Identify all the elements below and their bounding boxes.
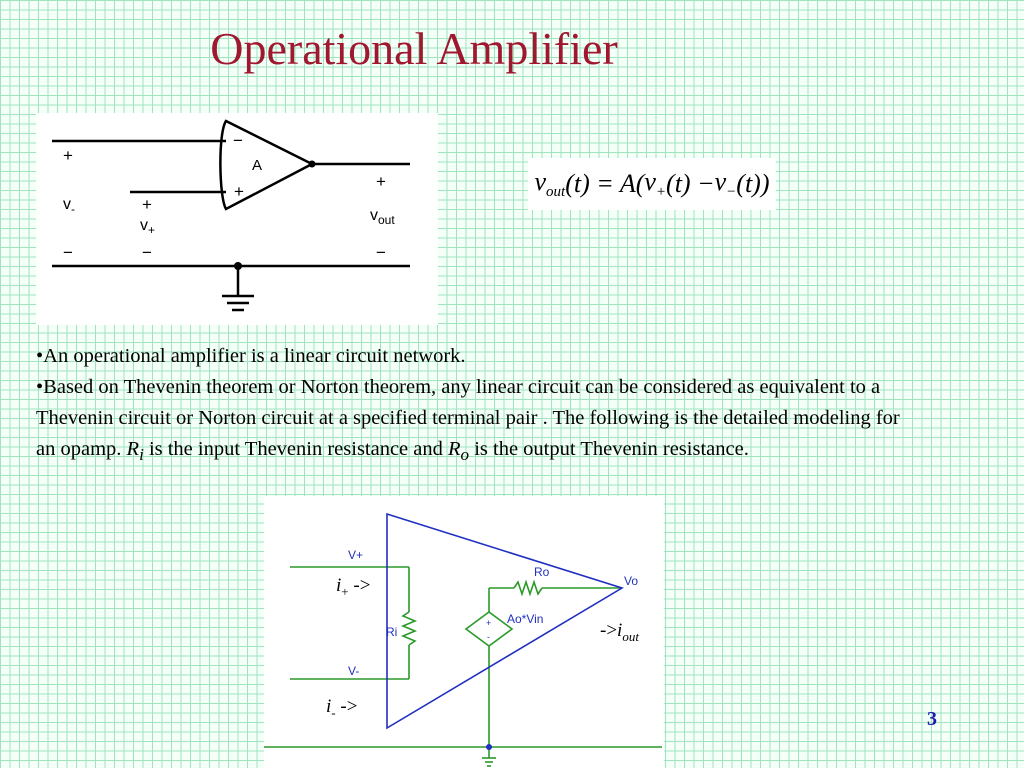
- body-text: [36, 341, 916, 470]
- v-minus-label: V-: [348, 664, 360, 678]
- ri-label: Ri: [386, 625, 398, 639]
- vo-label: Vo: [624, 574, 639, 588]
- out-minus-sign: −: [376, 243, 386, 262]
- v-minus-label: $v_-$: [63, 196, 75, 216]
- opamp-model-diagram: [264, 496, 664, 768]
- formula-vminus: $v_-$: [714, 166, 737, 201]
- i-plus-label: $i_+$ ->: [336, 575, 371, 599]
- formula-part2: (t) −: [666, 169, 715, 198]
- formula-part3: (t)): [736, 169, 770, 198]
- bullet-1: •An operational amplifier is a linear circuit network.: [36, 345, 466, 367]
- amp-minus-sign: −: [233, 131, 243, 150]
- i-minus-label: $i_-$ ->: [326, 696, 358, 720]
- slide-title: Operational Amplifier: [210, 23, 618, 74]
- amp-plus-sign: +: [234, 182, 244, 201]
- bullet-2: •Based on Thevenin theorem or Norton theorem, any linear circuit can be considered as equivalent to a Thevenin circuit or Norton circuit at a specified terminal pair . The following is the detailed modeling for an opamp. $R_i$ is the input Thevenin resistance and $R_o$ is the output Thevenin resistance.: [36, 376, 900, 465]
- source-label: Ao*Vin: [507, 612, 544, 626]
- i-out-label: $->i_{out}$: [600, 620, 639, 644]
- ro-label: Ro: [534, 565, 550, 579]
- mid-minus-sign: −: [142, 243, 152, 262]
- ground-node: [234, 262, 242, 270]
- ro-symbol: $R_o$: [448, 438, 470, 465]
- formula-part1: (t) = A(: [565, 169, 645, 198]
- out-plus-sign: +: [376, 172, 386, 191]
- page-number: 3: [927, 708, 937, 730]
- v-out-label: $v_{out}$: [370, 207, 395, 227]
- left-minus-sign: −: [63, 243, 73, 262]
- v-plus-label: V+: [348, 548, 364, 562]
- v-plus-label: $v_+$: [140, 217, 156, 237]
- ri-symbol: $R_i$: [126, 438, 144, 465]
- amp-triangle: [387, 514, 622, 728]
- amp-gain-label: A: [252, 157, 263, 174]
- ro-resistor: [514, 582, 542, 594]
- source-plus: +: [486, 618, 492, 628]
- mid-plus-sign: +: [142, 195, 152, 214]
- left-plus-sign: +: [63, 146, 73, 165]
- opamp-symbol-diagram: [36, 113, 438, 325]
- formula-vout: $v_{out}$: [534, 166, 566, 201]
- formula-vplus: $v_+$: [644, 166, 667, 201]
- source-minus: -: [487, 632, 490, 642]
- output-voltage-formula: [528, 158, 776, 210]
- ri-resistor: [403, 612, 415, 645]
- ground-node: [486, 744, 492, 750]
